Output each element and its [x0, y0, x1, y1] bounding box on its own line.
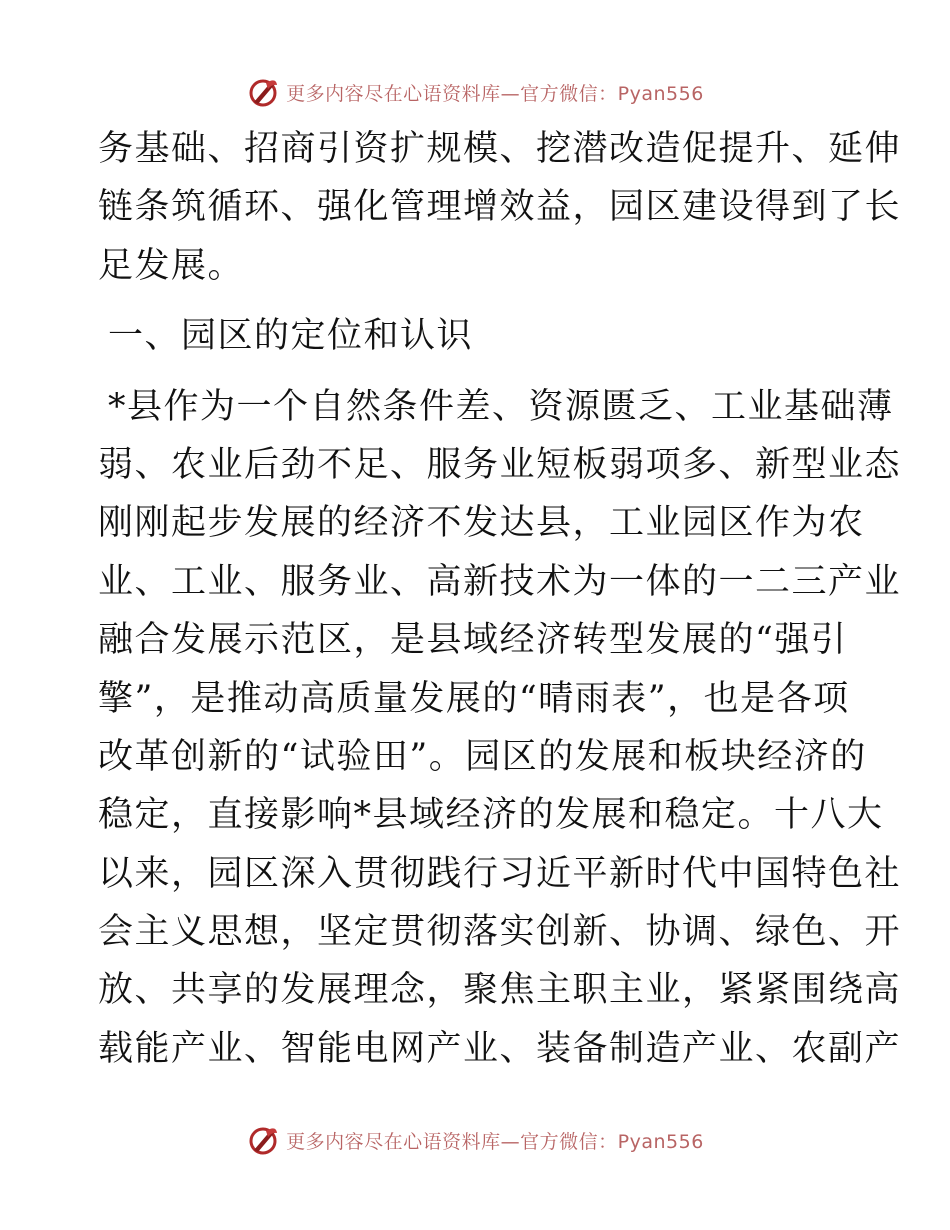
text-line: 擎”，是推动高质量发展的“晴雨表”，也是各项	[98, 678, 850, 719]
red-quill-logo-icon	[246, 1123, 280, 1157]
text-line: 以来，园区深入贯彻践行习近平新时代中国特色社	[98, 853, 902, 894]
paragraph-positioning	[98, 378, 902, 1079]
text-line: 刚刚起步发展的经济不发达县，工业园区作为农	[98, 503, 865, 544]
red-quill-logo-icon	[246, 75, 280, 109]
text-line: 务基础、招商引资扩规模、挖潜改造促提升、延伸	[98, 129, 902, 169]
text-line: 业、工业、服务业、高新技术为一体的一二三产业	[98, 561, 902, 602]
text-line: 会主义思想，坚定贯彻落实创新、协调、绿色、开	[98, 912, 902, 953]
footer-watermark-text: 更多内容尽在心语资料库—官方微信：Pyan556	[286, 1130, 704, 1153]
header-watermark	[0, 72, 950, 112]
footer-watermark	[0, 1120, 950, 1160]
text-line: 足发展。	[98, 245, 245, 286]
document-body	[98, 120, 902, 1078]
text-line: 弱、农业后劲不足、服务业短板弱项多、新型业态	[98, 444, 902, 485]
text-line: 改革创新的“试验田”。园区的发展和板块经济的	[98, 736, 867, 777]
text-line: *县作为一个自然条件差、资源匮乏、工业基础薄	[108, 386, 894, 427]
text-line: 链条筑循环、强化管理增效益，园区建设得到了长	[98, 187, 902, 228]
paragraph-continuation	[98, 120, 902, 295]
section-heading: 一、园区的定位和认识	[108, 316, 474, 357]
text-line: 融合发展示范区，是县域经济转型发展的“强引	[98, 620, 848, 661]
text-line: 载能产业、智能电网产业、装备制造产业、农副产	[98, 1028, 902, 1069]
text-line: 放、共享的发展理念，聚焦主职主业，紧紧围绕高	[98, 970, 902, 1011]
header-watermark-text: 更多内容尽在心语资料库—官方微信：Pyan556	[286, 82, 704, 105]
text-line: 稳定，直接影响*县域经济的发展和稳定。十八大	[98, 795, 884, 836]
